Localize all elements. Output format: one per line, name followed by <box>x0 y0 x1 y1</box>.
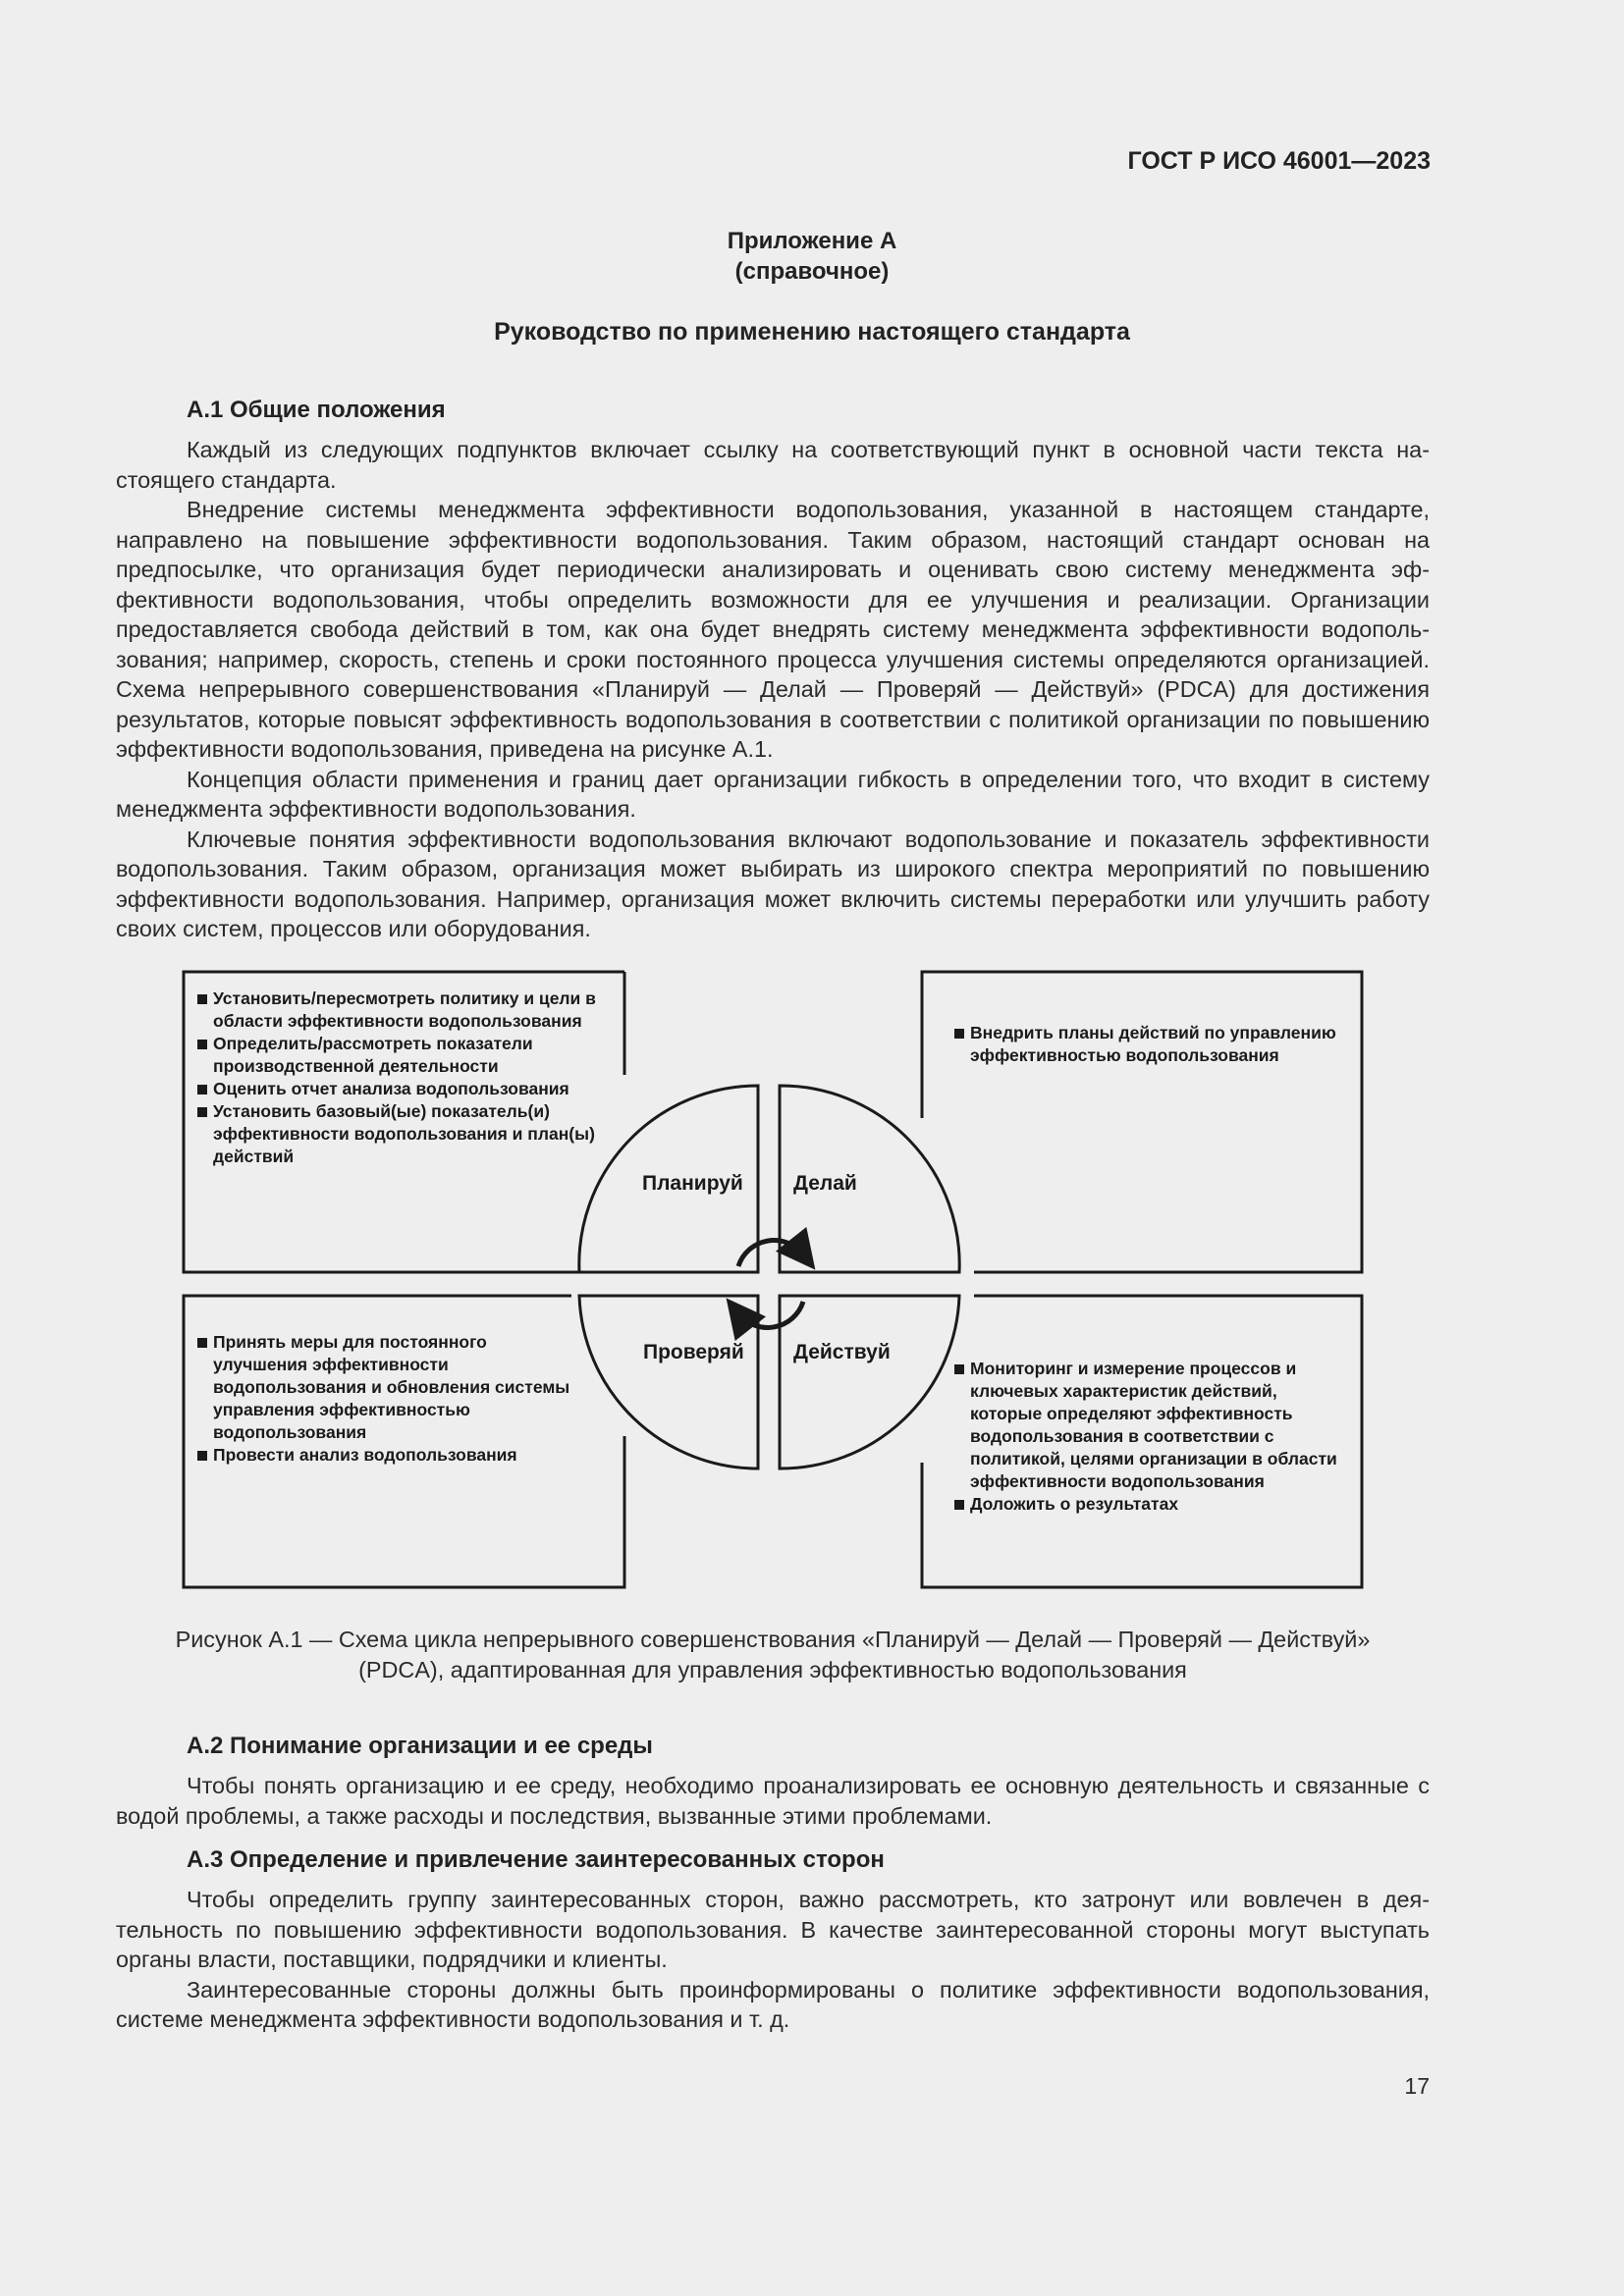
paragraph: Концепция области применения и границ дает организации гибкость в определении того, что входит в систему менеджмента эффективности водопользования. <box>116 766 1430 822</box>
act-quadrant <box>780 1296 959 1468</box>
plan-box-text <box>197 988 610 1168</box>
paragraph: Чтобы определить группу заинтересованных сторон, важно рассмотреть, кто затронут или вовлечен в деятельность по повышению эффективности водопользования. В качестве заинтересованной стороны могут выступать органы власти, поставщики, подрядчики и клиенты. <box>116 1887 1430 1972</box>
act-box-text <box>954 1358 1352 1516</box>
standard-code: ГОСТ Р ИСО 46001—2023 <box>1127 147 1431 175</box>
page-number: 17 <box>1404 2073 1430 2099</box>
list-item: Установить базовый(ые) показатель(и) эффективности водопользования и план(ы) действий <box>197 1100 610 1168</box>
caption-line: (PDCA), адаптированная для управления эффективностью водопользования <box>358 1657 1187 1682</box>
document-title: Руководство по применению настоящего стандарта <box>494 318 1130 346</box>
annex-label: Приложение А <box>727 228 897 254</box>
list-item: Установить/пересмотреть политику и цели в области эффективности водопользования <box>197 988 610 1033</box>
paragraph: Чтобы понять организацию и ее среду, необходимо проанализировать ее основную деятельность и связанные с водой проблемы, а также расходы и последствия, вызванные этими проблемами. <box>116 1773 1430 1829</box>
list-item: Доложить о результатах <box>954 1493 1352 1516</box>
do-box-outline <box>922 972 1362 1272</box>
cycle-arrow-top <box>738 1241 803 1266</box>
plan-label: Планируй <box>642 1172 743 1195</box>
list-item: Принять меры для постоянного улучшения эффективности водопользования и обновления системы управления эффективностью водопользования <box>197 1331 585 1444</box>
check-box-text <box>197 1331 585 1467</box>
section-heading: А.1 Общие положения <box>187 397 446 423</box>
paragraph: Внедрение системы менеджмента эффективности водопользования, указанной в настоящем стандарте, направлено на повышение эффективности водопользования. Таким образом, настоящий стандарт основан на предпосылке, что организация будет периодически анализировать и оценивать свою систему менеджмента эффективности водопользования, чтобы определить возможности для ее улучшения и реализации. Организации предоставляется свобода действий в том, как она будет внедрять систему менеджмента эффективности водопользования; например, скорость, степень и сроки постоянного процесса улучшения системы определяются организацией. Схема непрерывного совершенствования «Планируй — Делай — Проверяй — Действуй» (PDCA) для достижения результатов, которые повысят эффективность водопользования в соответствии с политикой организации по повышению эффективности водопользования, приведена на рисунке А.1. <box>116 497 1430 762</box>
list-item: Мониторинг и измерение процессов и ключевых характеристик действий, которые определяют эффективность водопользования в соответствии с политикой, целями организации в области эффективности водопользования <box>954 1358 1352 1493</box>
section-a2 <box>116 1732 1430 1831</box>
act-label: Действуй <box>793 1341 891 1363</box>
check-quadrant <box>579 1296 758 1468</box>
cycle-arrow-bottom <box>738 1302 803 1327</box>
list-item: Определить/рассмотреть показатели производственной деятельности <box>197 1033 610 1078</box>
list-item: Внедрить планы действий по управлению эффективностью водопользования <box>954 1022 1352 1067</box>
annex-kind: (справочное) <box>734 258 890 285</box>
list-item: Провести анализ водопользования <box>197 1444 585 1467</box>
section-heading: А.3 Определение и привлечение заинтересованных сторон <box>187 1846 885 1873</box>
do-label: Делай <box>793 1172 857 1195</box>
section-a3 <box>116 1845 1430 2035</box>
list-item: Оценить отчет анализа водопользования <box>197 1078 610 1100</box>
check-label: Проверяй <box>643 1341 744 1363</box>
section-heading: А.2 Понимание организации и ее среды <box>187 1733 653 1759</box>
paragraph: Заинтересованные стороны должны быть проинформированы о политике эффективности водопользования, системе менеджмента эффективности водопользования и т. д. <box>116 1976 1430 2032</box>
figure-caption <box>116 1625 1430 1685</box>
paragraph: Ключевые понятия эффективности водопользования включают водопользование и показатель эффективности водопользования. Таким образом, организация может выбирать из широкого спектра мероприятий по повышению эффективности водопользования. Например, организация может включить системы переработки или улучшить работу своих систем, процессов или оборудования. <box>116 826 1430 941</box>
paragraph: Каждый из следующих подпунктов включает ссылку на соответствующий пункт в основной части текста настоящего стандарта. <box>116 437 1430 493</box>
do-box-text <box>954 1022 1352 1067</box>
caption-line: Рисунок А.1 — Схема цикла непрерывного совершенствования «Планируй — Делай — Проверяй — Действуй» <box>175 1627 1371 1652</box>
